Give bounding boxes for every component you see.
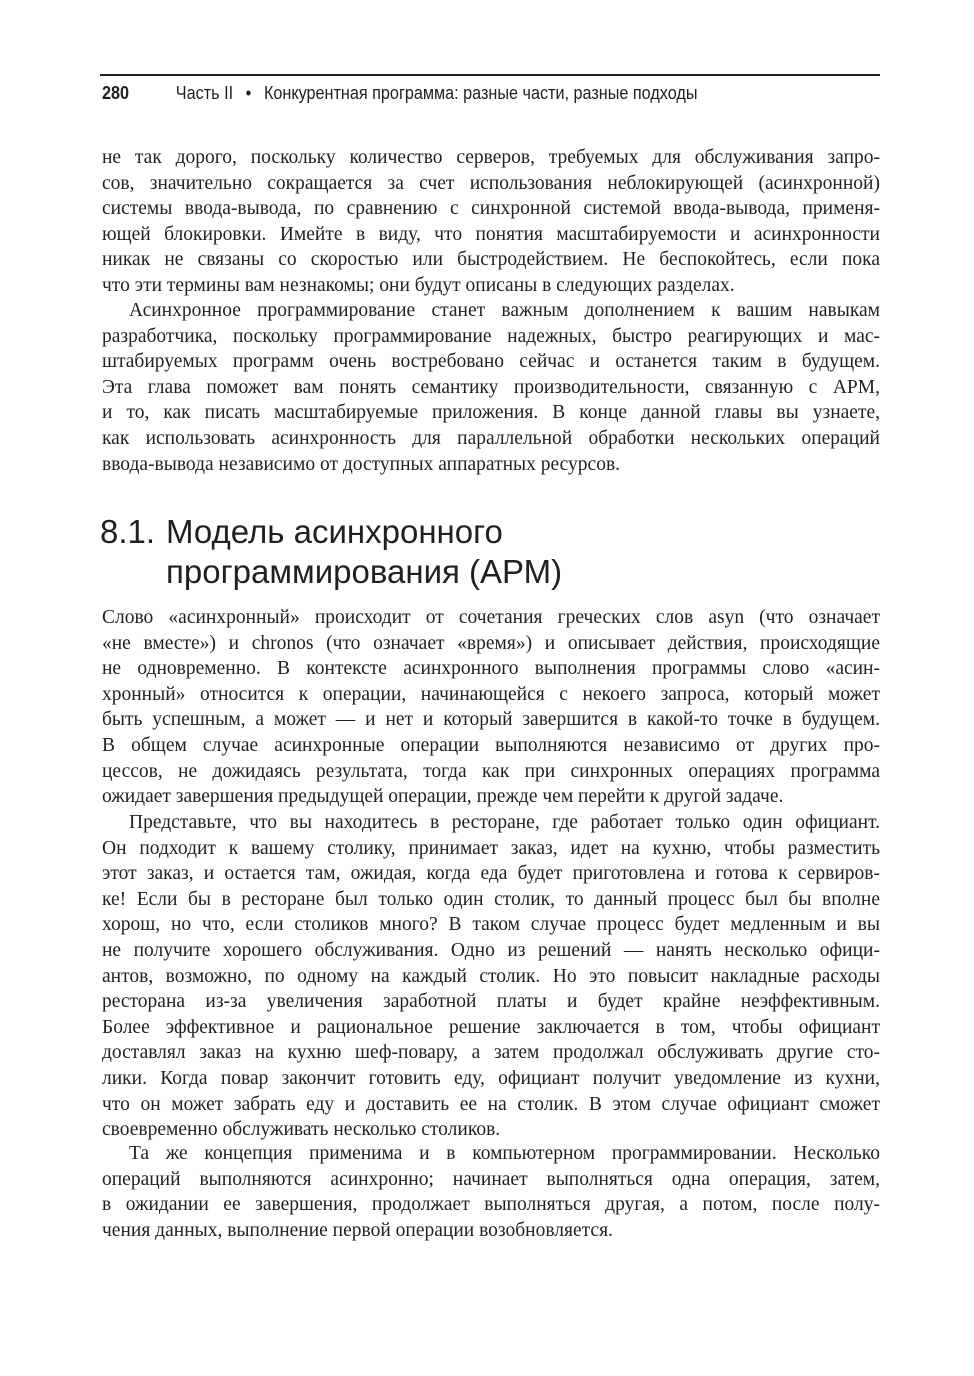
text-line: сов, значительно сокращается за счет использования неблокирующей (асинхронной): [102, 172, 880, 194]
text-line: в ожидании ее завершения, продолжает выполняться другая, а потом, после полу-: [102, 1194, 880, 1216]
text-line: и то, как писать масштабируемые приложения. В конце данной главы вы узнаете,: [102, 402, 880, 424]
section-title-line1: Модель асинхронного: [166, 513, 503, 550]
text-line: не так дорого, поскольку количество серверов, требуемых для обслуживания запро-: [102, 147, 880, 168]
text-line: что эти термины вам незнакомы; они будут описаны в следующих разделах.: [102, 274, 735, 296]
page-number: 280: [102, 83, 130, 103]
text-line: не одновременно. В контексте асинхронного выполнения программы слово «асин-: [102, 658, 880, 680]
text-line: как использовать асинхронность для параллельной обработки нескольких операций: [102, 427, 880, 449]
paragraph: [102, 605, 880, 810]
running-header: [102, 83, 697, 104]
text-line: Асинхронное программирование станет важным дополнением к вашим навыкам: [129, 300, 880, 321]
text-line: быть успешным, а может — и нет и который завершится в какой-то точке в будущем.: [102, 709, 880, 731]
text-line: Эта глава поможет вам понять семантику производительности, связанную с АРМ,: [102, 376, 880, 398]
text-line: ющей блокировки. Имейте в виду, что понятия масштабируемости и асинхронности: [102, 223, 880, 245]
part-label: Часть II: [175, 83, 234, 103]
text-line: хорош, но что, если столиков много? В таком случае процесс будет медленным и вы: [102, 914, 880, 936]
paragraph: [102, 145, 880, 299]
text-line: ввода-вывода независимо от доступных аппаратных ресурсов.: [102, 453, 621, 475]
paragraph: [102, 810, 880, 1143]
text-line: ожидает завершения предыдущей операции, прежде чем перейти к другой задаче.: [102, 786, 784, 808]
text-line: что он может забрать еду и доставить ее на столик. В этом случае официант сможет: [102, 1093, 880, 1115]
text-line: цессов, не дожидаясь результата, тогда как при синхронных операциях программа: [102, 760, 880, 782]
text-line: чения данных, выполнение первой операции возобновляется.: [102, 1219, 613, 1241]
text-line: системы ввода-вывода, по сравнению с синхронной системой ввода-вывода, применя-: [102, 198, 880, 220]
text-line: разработчика, поскольку программирование надежных, быстро реагирующих и мас-: [102, 325, 880, 347]
paragraph: [102, 298, 880, 477]
text-line: В общем случае асинхронные операции выполняются независимо от других про-: [102, 734, 880, 756]
text-line: хронный» относится к операции, начинающейся с некоего запроса, который может: [102, 683, 880, 705]
text-line: Та же концепция применима и в компьютерном программировании. Несколько: [129, 1143, 880, 1164]
text-line: доставлял заказ на кухню шеф-повару, а затем продолжал обслуживать другие сто-: [102, 1042, 880, 1064]
bullet: •: [245, 83, 252, 103]
text-line: этот заказ, и остается там, ожидая, когда еда будет приготовлена и готова к сервиров-: [102, 863, 880, 885]
text-line: ке! Если бы в ресторане был только один столик, то данный процесс был бы вполне: [102, 888, 880, 910]
paragraph: [102, 1141, 880, 1243]
text-line: никак не связаны со скоростью или быстродействием. Не беспокойтесь, если пока: [102, 249, 880, 271]
text-line: «не вместе») и chronos (что означает «время») и описывает действия, происходящие: [102, 632, 880, 654]
text-line: штабируемых программ очень востребовано сейчас и останется таким в будущем.: [102, 351, 880, 373]
text-line: Представьте, что вы находитесь в ресторане, где работает только один официант.: [129, 812, 880, 833]
text-line: Слово «асинхронный» происходит от сочетания греческих слов asyn (что означает: [102, 607, 880, 628]
text-line: не получите хорошего обслуживания. Одно из решений — нанять несколько офици-: [102, 939, 880, 961]
section-title-line2: программирования (АРМ): [166, 553, 563, 590]
header-rule: [100, 74, 880, 76]
text-line: ресторана из-за увеличения заработной платы и будет крайне неэффективным.: [102, 991, 880, 1013]
text-line: Он подходит к вашему столику, принимает заказ, идет на кухню, чтобы разместить: [102, 837, 880, 859]
text-line: своевременно обслуживать несколько столиков.: [102, 1119, 501, 1141]
text-line: антов, возможно, по одному на каждый столик. Но это повысит накладные расходы: [102, 965, 880, 987]
text-line: Более эффективное и рациональное решение заключается в том, чтобы официант: [102, 1016, 880, 1038]
chapter-title: Конкурентная программа: разные части, разные подходы: [263, 83, 698, 103]
text-line: операций выполняются асинхронно; начинает выполняться одна операция, затем,: [102, 1168, 880, 1190]
text-line: лики. Когда повар закончит готовить еду, официант получит уведомление из кухни,: [102, 1067, 880, 1089]
section-number: 8.1.: [100, 513, 156, 550]
section-heading: [100, 512, 562, 592]
